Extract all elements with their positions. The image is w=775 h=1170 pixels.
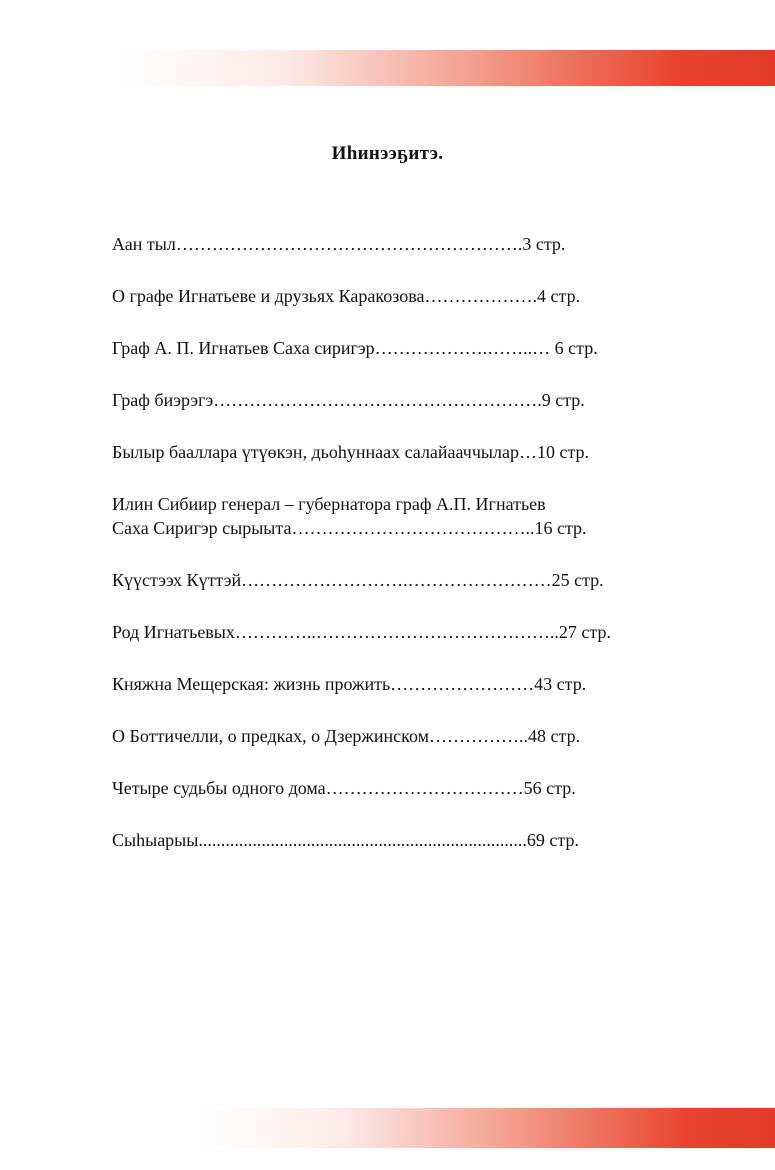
top-decorative-band [120,50,775,86]
table-of-contents [112,232,692,880]
toc-entry-text: Сыhыарыы.........................................................................69 стр. [112,830,579,850]
page-title: Иhинээҕитэ. [331,142,444,164]
toc-entry-text: Четыре судьбы одного дома……………………………56 стр. [112,778,576,798]
toc-entry-text: Граф А. П. Игнатьев Саха сиригэр……………….……..… 6 стр. [112,338,598,358]
toc-entry-text: Граф биэрэгэ……………………………………………….9 стр. [112,390,585,410]
toc-entry [112,284,692,308]
toc-entry [112,492,692,540]
toc-entry [112,672,692,696]
toc-entry-text: Княжна Мещерская: жизнь прожить……………………43 стр. [112,674,587,694]
toc-entry-text-line-1: Илин Сибиир генерал – губернатора граф А.П. Игнатьев [112,494,546,514]
toc-entry-text: О Боттичелли, о предках, о Дзержинском……………..48 стр. [112,726,581,746]
toc-entry-text: О графе Игнатьеве и друзьях Каракозова……………….4 стр. [112,286,581,306]
toc-entry [112,828,692,852]
toc-entry-text-line-2: Саха Сиригэр сырыыта…………………………………..16 стр. [112,518,587,538]
bottom-decorative-band [200,1108,775,1148]
toc-entry-text: Былыр бааллара үтүөкэн, дьоһуннаах салайааччылар…10 стр. [112,442,590,462]
toc-entry [112,724,692,748]
toc-entry [112,336,692,360]
toc-entry [112,568,692,592]
toc-entry [112,388,692,412]
toc-entry [112,776,692,800]
toc-entry [112,440,692,464]
toc-entry-text: Аан тыл………………………………………………….3 стр. [112,234,566,254]
toc-entry-text: Күүстээх Күттэй……………………….……………………25 стр. [112,570,604,590]
toc-entry-text: Род Игнатьевых…………..…………………………………..27 стр. [112,622,611,642]
toc-entry [112,232,692,256]
toc-entry [112,620,692,644]
